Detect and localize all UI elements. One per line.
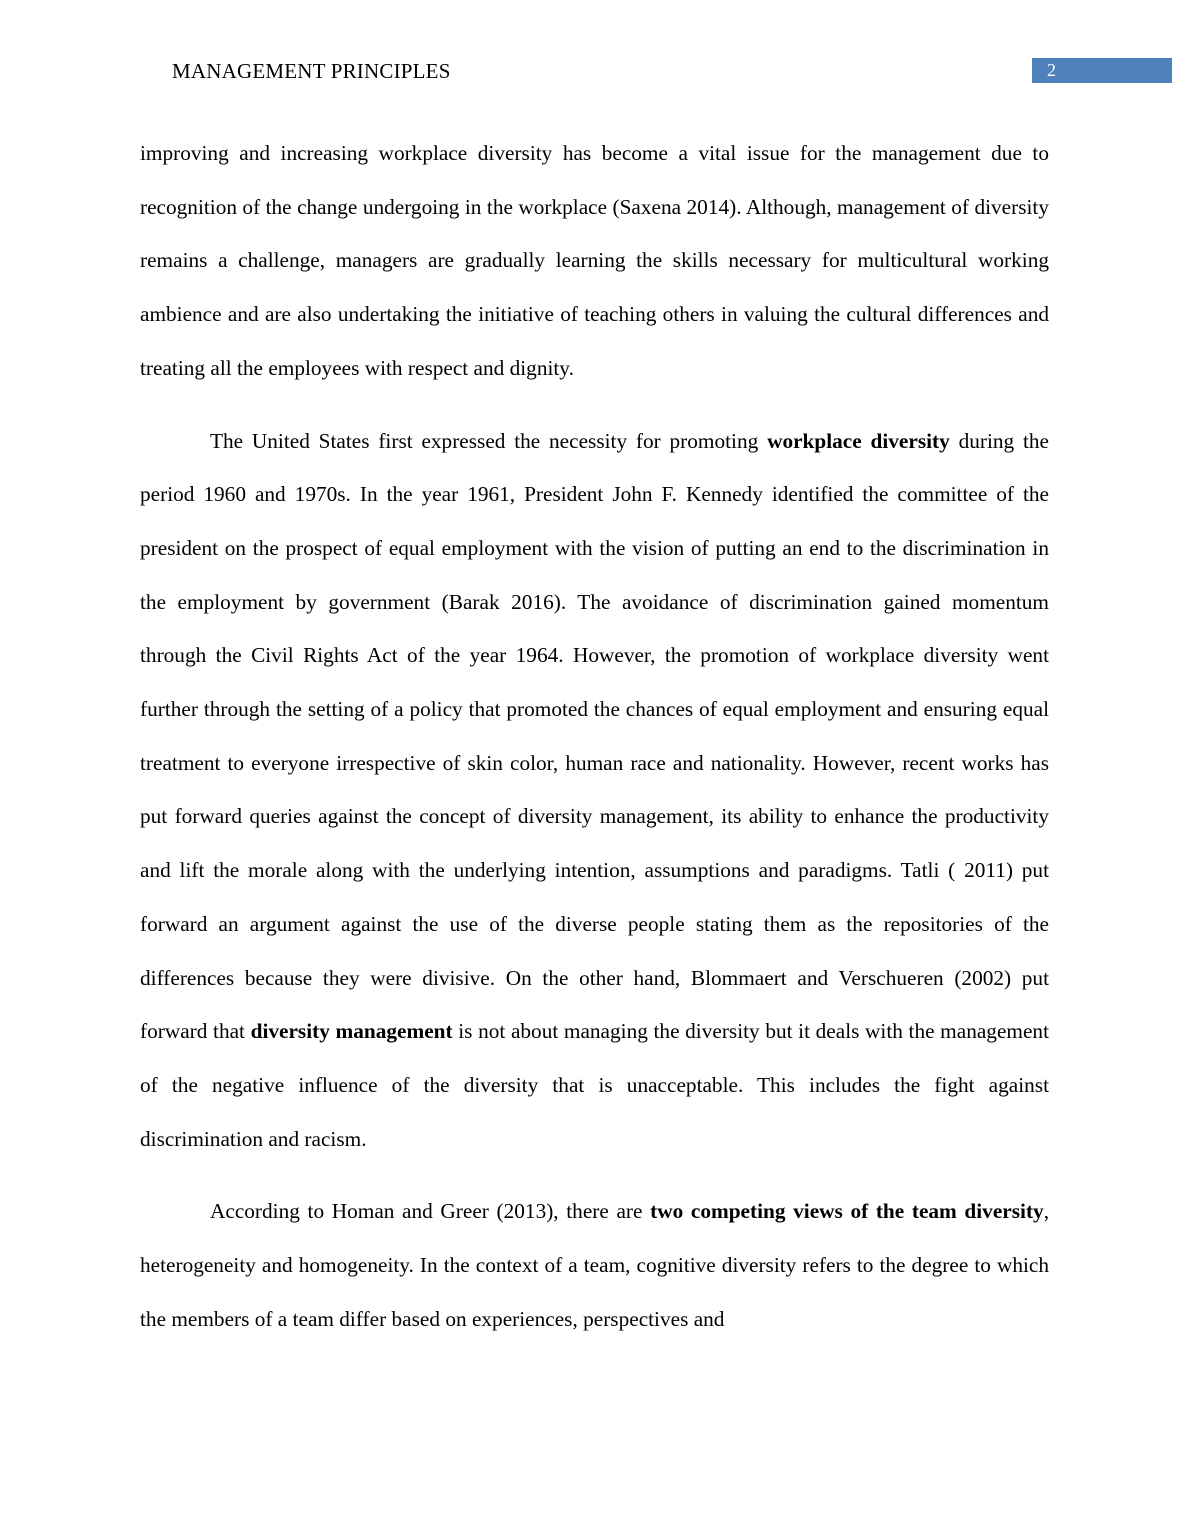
running-head: MANAGEMENT PRINCIPLES [172, 59, 451, 83]
paragraph-3-text-1: According to Homan and Greer (2013), there are [210, 1199, 651, 1224]
paragraph-2-text-2: during the period 1960 and 1970s. In the year 1961, President John F. Kennedy identified the committee of the president on the prospect of equal employment with the vision of putting an end to the discrimination in the employment by government (Barak 2016). The avoidance of discrimination gained momentum through the Civil Rights Act of the year 1964. However, the promotion of workplace diversity went further through the setting of a policy that promoted the chances of equal employment and ensuring equal treatment to everyone irrespective of skin color, human race and nationality. However, recent works has put forward queries against the concept of diversity management, its ability to enhance the productivity and lift the morale along with the underlying intention, assumptions and paradigms. Tatli ( 2011) put forward an argument against the use of the diverse people stating them as the repositories of the differences because they were divisive. On the other hand, Blommaert and Verschueren (2002) put forward that [140, 428, 1049, 1044]
body-text [140, 127, 1049, 1346]
bold-term-diversity-management: diversity management [250, 1019, 453, 1044]
paragraph-3-text-2: , heterogeneity and homogeneity. In the context of a team, cognitive diversity refers to the degree to which the members of a team differ based on experiences, perspectives and [140, 1199, 1050, 1331]
bold-term-workplace-diversity: workplace diversity [767, 428, 950, 453]
paragraph-2-text-3: is not about managing the diversity but it deals with the management of the negative influence of the diversity that is unacceptable. This includes the fight against discrimination and racism. [140, 1019, 1049, 1151]
paragraph-3 [140, 1185, 1049, 1346]
page-number-bar [1032, 58, 1172, 83]
paragraph-2 [140, 415, 1049, 1167]
paragraph-1-text: improving and increasing workplace diversity has become a vital issue for the management due to recognition of the change undergoing in the workplace (Saxena 2014). Although, management of diversity remains a challenge, managers are gradually learning the skills necessary for multicultural working ambience and are also undertaking the initiative of teaching others in valuing the cultural differences and treating all the employees with respect and dignity. [140, 141, 1049, 380]
bold-term-two-competing-views: two competing views of the team diversity [650, 1199, 1044, 1224]
page-number: 2 [1047, 60, 1056, 80]
paragraph-2-text-1: The United States first expressed the necessity for promoting [210, 428, 768, 453]
paragraph-1 [140, 127, 1049, 396]
